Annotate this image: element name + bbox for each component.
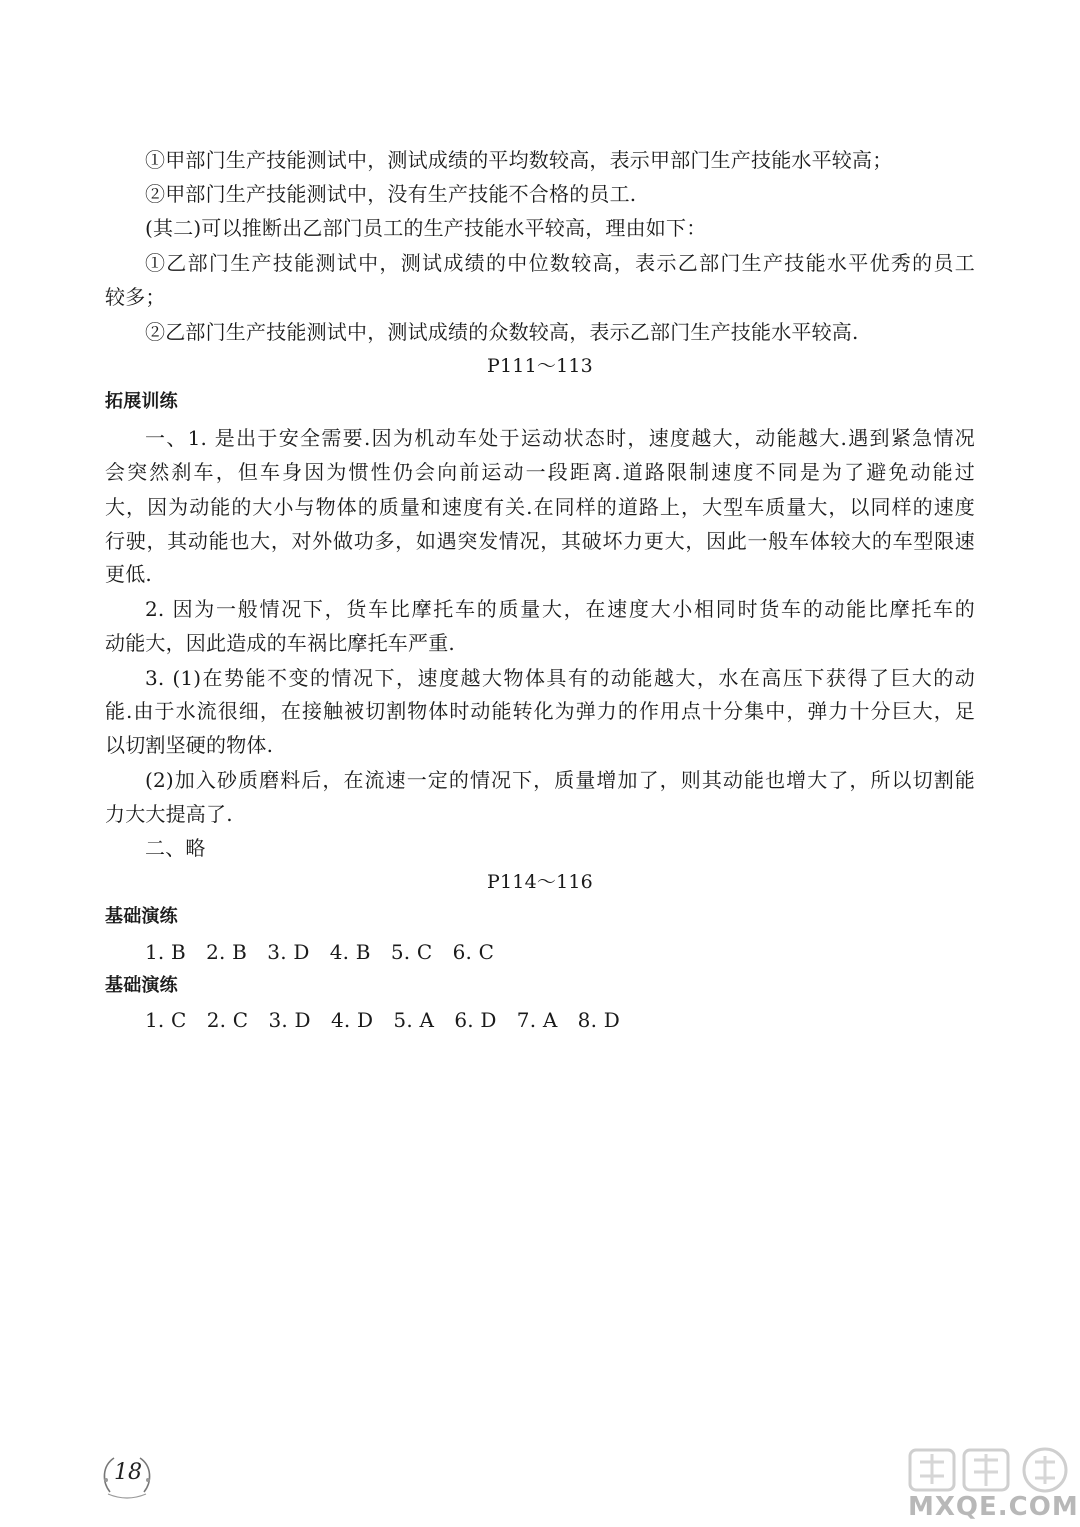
text-line: 二、略 bbox=[145, 836, 206, 860]
text-line: (其二)可以推断出乙部门员工的生产技能水平较高，理由如下： bbox=[145, 216, 707, 240]
page-range-heading: P114～116 bbox=[487, 871, 593, 893]
section-heading: 基础演练 bbox=[105, 906, 178, 927]
text-line: 力大大提高了. bbox=[105, 802, 233, 826]
text-line: ①甲部门生产技能测试中，测试成绩的平均数较高，表示甲部门生产技能水平较高； bbox=[145, 148, 893, 172]
text-line: 大，因为动能的大小与物体的质量和速度有关.在同样的道路上，大型车质量大，以同样的速度 bbox=[105, 495, 975, 519]
text-line: 较多； bbox=[105, 285, 166, 309]
page-number: 18 bbox=[114, 1460, 142, 1485]
watermark-logo-icon bbox=[900, 1440, 1080, 1496]
text-line: 3. (1)在势能不变的情况下，速度越大物体具有的动能越大，水在高压下获得了巨大的动 bbox=[145, 666, 975, 690]
section-heading: 拓展训练 bbox=[105, 391, 178, 412]
text-line: 行驶，其动能也大，对外做功多，如遇突发情况，其破坏力更大，因此一般车体较大的车型限速 bbox=[105, 529, 975, 553]
text-line: 能.由于水流很细，在接触被切割物体时动能转化为弹力的作用点十分集中，弹力十分巨大，足 bbox=[105, 699, 975, 723]
text-line: 更低. bbox=[105, 562, 152, 586]
watermark-site-text: MXQE.COM bbox=[908, 1492, 1079, 1522]
text-line: 2. 因为一般情况下，货车比摩托车的质量大，在速度大小相同时货车的动能比摩托车的 bbox=[145, 597, 975, 621]
text-line: ②乙部门生产技能测试中，测试成绩的众数较高，表示乙部门生产技能水平较高. bbox=[145, 320, 859, 344]
answer-line: 1. B 2. B 3. D 4. B 5. C 6. C bbox=[145, 940, 495, 964]
text-line: 动能大，因此造成的车祸比摩托车严重. bbox=[105, 631, 455, 655]
watermark bbox=[900, 1440, 1080, 1527]
text-line: (2)加入砂质磨料后，在流速一定的情况下，质量增加了，则其动能也增大了，所以切割能 bbox=[145, 768, 975, 792]
text-line: 一、1. 是出于安全需要.因为机动车处于运动状态时，速度越大，动能越大.遇到紧急情况 bbox=[145, 426, 975, 450]
text-line: ②甲部门生产技能测试中，没有生产技能不合格的员工. bbox=[145, 182, 637, 206]
page-number-badge bbox=[100, 1452, 154, 1502]
answer-line: 1. C 2. C 3. D 4. D 5. A 6. D 7. A 8. D bbox=[145, 1008, 620, 1032]
text-line: ①乙部门生产技能测试中，测试成绩的中位数较高，表示乙部门生产技能水平优秀的员工 bbox=[145, 251, 975, 275]
page-range-heading: P111～113 bbox=[487, 355, 593, 377]
text-line: 会突然刹车，但车身因为惯性仍会向前运动一段距离.道路限制速度不同是为了避免动能过 bbox=[105, 460, 975, 484]
text-line: 以切割坚硬的物体. bbox=[105, 733, 274, 757]
section-heading: 基础演练 bbox=[105, 975, 178, 996]
